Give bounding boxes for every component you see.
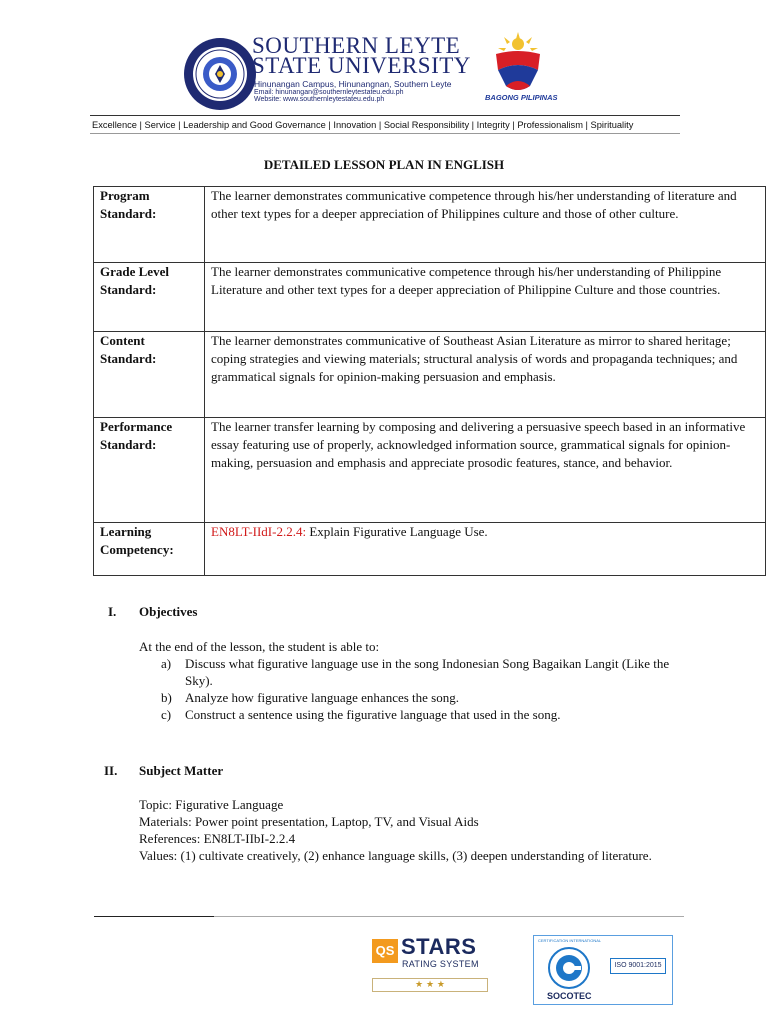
socotec-iso-logo (533, 935, 673, 1005)
competency-code: EN8LT-IIdI-2.2.4: (211, 524, 307, 539)
materials-line: Materials: Power point presentation, Laptop, TV, and Visual Aids (139, 814, 479, 829)
core-values-line: Excellence | Service | Leadership and Good Governance | Innovation | Social Responsibility | Integrity | Professionalism | Spirituality (92, 120, 634, 130)
row-text: The learner demonstrates communicative competence through his/her understanding of literature and other text types for a deeper appreciation of Philippines culture and those of other culture. (205, 187, 766, 263)
section-number: II. (104, 763, 118, 778)
list-item-text: Construct a sentence using the figurative language that used in the song. (185, 707, 561, 722)
list-item-text: Analyze how figurative language enhances the song. (185, 690, 459, 705)
university-website: Website: www.southernleytestateu.edu.ph (254, 96, 385, 103)
qs-badge: QS (372, 939, 398, 963)
row-label (94, 263, 205, 332)
stars-title: STARS (401, 934, 477, 959)
label-line: Standard: (100, 351, 157, 366)
footer-divider-accent (94, 916, 214, 917)
row-label (94, 332, 205, 418)
row-label (94, 418, 205, 523)
bagong-pilipinas-logo (490, 30, 546, 94)
values-line: Values: (1) cultivate creatively, (2) enhance language skills, (3) deepen understanding of literature. (139, 848, 652, 863)
standards-table (93, 186, 766, 576)
header-divider (90, 115, 680, 116)
label-line: Standard: (100, 206, 157, 221)
list-marker: a) (161, 656, 172, 671)
university-seal-logo (183, 37, 257, 111)
iso-label: ISO 9001:2015 (610, 958, 666, 974)
university-email: Email: hinunangan@southernleytestateu.edu.ph (254, 89, 404, 96)
objectives-list (139, 655, 679, 723)
label-line: Standard: (100, 437, 157, 452)
row-text: The learner demonstrates communicative of Southeast Asian Literature as mirror to shared heritage; coping strategies and viewing materials; structural analysis of words and propaganda techniques; and grammatical signals for opinion-making persuasion and emphasis. (205, 332, 766, 418)
label-line: Program (100, 188, 150, 203)
label-line: Competency: (100, 542, 174, 557)
document-title: DETAILED LESSON PLAN IN ENGLISH (263, 157, 505, 172)
label-line: Content (100, 333, 145, 348)
references-line: References: EN8LT-IIbI-2.2.4 (139, 831, 296, 846)
row-text (205, 523, 766, 576)
row-label (94, 523, 205, 576)
subject-matter-body (139, 796, 684, 864)
cert-arc-text: CERTIFICATION INTERNATIONAL (538, 938, 602, 943)
list-item-text: Discuss what figurative language use in the song Indonesian Song Bagaikan Langit (Like the Sky). (185, 656, 670, 688)
objectives-intro: At the end of the lesson, the student is able to: (139, 639, 380, 654)
table-row-content-standard (94, 332, 766, 418)
section-number: I. (108, 604, 117, 619)
stars-rating-bar (372, 978, 488, 992)
university-name (252, 33, 471, 78)
qs-stars-logo (372, 936, 488, 993)
table-row-grade-level-standard (94, 263, 766, 332)
topic-line: Topic: Figurative Language (139, 797, 284, 812)
row-text: The learner demonstrates communicative competence through his/her understanding of Philippine Literature and other text types for a deeper appreciation of Philippine Culture and those countries. (205, 263, 766, 332)
university-name-line2: STATE UNIVERSITY (252, 53, 471, 78)
university-name-line1: SOUTHERN LEYTE (252, 33, 461, 58)
list-item (139, 689, 679, 706)
socotec-label: SOCOTEC (547, 991, 592, 1001)
list-marker: c) (161, 707, 172, 722)
bagong-pilipinas-label: BAGONG PILIPINAS (485, 93, 558, 102)
list-marker: b) (161, 690, 172, 705)
section-title: Subject Matter (139, 763, 224, 778)
competency-text: Explain Figurative Language Use. (306, 524, 488, 539)
table-row-learning-competency (94, 523, 766, 576)
label-line: Standard: (100, 282, 157, 297)
header-divider-lower (90, 133, 680, 134)
stars-subtitle: RATING SYSTEM (402, 959, 479, 969)
section-title: Objectives (139, 604, 198, 619)
label-line: Grade Level (100, 264, 169, 279)
label-line: Performance (100, 419, 173, 434)
campus-address: Hinunangan Campus, Hinunangnan, Southern Leyte (254, 79, 452, 89)
star-icon: ★ ★ ★ (415, 980, 445, 990)
list-item (139, 706, 679, 723)
row-text: The learner transfer learning by composing and delivering a persuasive speech based in an informative essay featuring use of properly, acknowledged information source, grammatical signals for opinion-making, persuasion and emphasis and appreciate prosodic features, stance, and behavior. (205, 418, 766, 523)
label-line: Learning (100, 524, 152, 539)
list-item (139, 655, 679, 689)
university-contact (254, 79, 452, 103)
table-row-performance-standard (94, 418, 766, 523)
table-row-program-standard (94, 187, 766, 263)
row-label (94, 187, 205, 263)
